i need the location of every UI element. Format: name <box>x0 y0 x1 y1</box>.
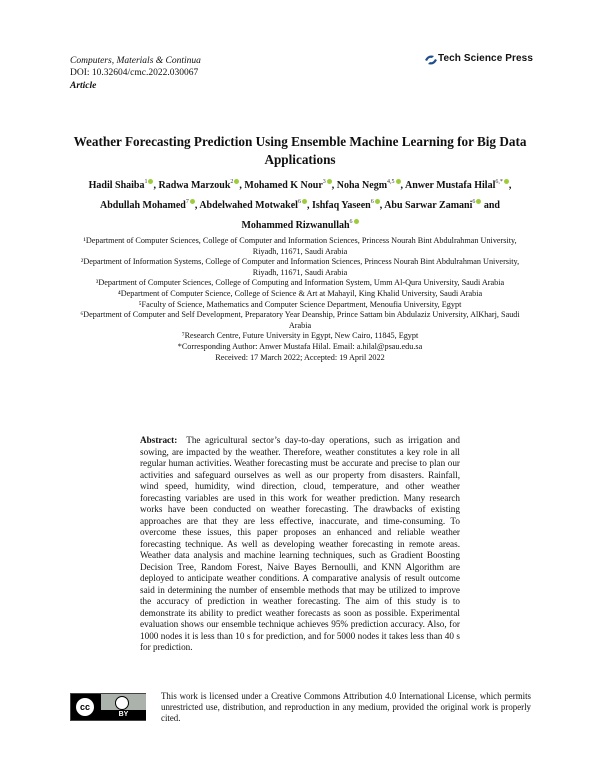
abstract <box>140 435 460 654</box>
article-type: Article <box>70 81 97 91</box>
orcid-icon[interactable] <box>302 199 307 204</box>
author-affil-mark: 6 <box>297 199 301 205</box>
orcid-icon[interactable] <box>190 199 195 204</box>
author-name: Hadil Shaiba <box>88 180 145 191</box>
publisher-logo-block <box>416 53 536 67</box>
doi[interactable]: DOI: 10.32604/cmc.2022.030067 <box>70 68 199 78</box>
affiliation-3: ³Department of Computer Sciences, College of Computing and Information System, Umm Al-Qura University, Saudi Arabia <box>95 278 505 288</box>
author-name: Mohammed Rizwanullah <box>241 220 350 231</box>
received-accepted-dates: Received: 17 March 2022; Accepted: 19 April 2022 <box>215 352 385 362</box>
author-name: Abdullah Mohamed <box>100 200 186 211</box>
author-list: Hadil Shaiba$^1$ , Radwa Marzouk$^2$ , Mohamed K Nour$^3$ , Noha Negm$^{4,5}$ , Anwer Mustafa Hilal$^{6,*}$ , Abdullah Mohamed$^7$ , Abdelwahed Motwakel$^6$ , Ishfaq Yaseen$^6$ , Abu Sarwar Zamani$^6$ and Mohammed Rizwanullah$^6$ <box>88 179 512 231</box>
author-affil-mark: 6 <box>472 199 476 205</box>
and-word: and <box>483 200 500 211</box>
affiliation-5: ⁵Faculty of Science, Mathematics and Computer Science Department, Menoufia University, Egypt <box>138 299 462 309</box>
license-text: This work is licensed under a Creative Commons Attribution 4.0 International License, which permits unrestricted use, distribution, and reproduction in any medium, provided the original work is properly cited. <box>161 691 531 724</box>
affiliation-4: ⁴Department of Computer Science, College of Science & Art at Mahayil, King Khalid University, Saudi Arabia <box>117 288 483 298</box>
author-affil-mark: 6 <box>349 219 353 225</box>
author-affil-mark: 6,* <box>495 179 503 185</box>
author-affil-mark: 4,5 <box>387 179 395 185</box>
by-panel <box>101 694 146 720</box>
affiliation-6: ⁶Department of Computer and Self Development, Preparatory Year Deanship, Prince Sattam bin Abdulaziz University, AlKharj, Saudi Arabia <box>80 310 520 330</box>
author-name: Noha Negm <box>336 180 388 191</box>
author-affil-mark: 3 <box>322 179 326 185</box>
affiliation-1: ¹Department of Computer Sciences, College of Computer and Information Sciences, Princess Nourah Bint Abdulrahman University, Riyadh, 11671, Saudi Arabia <box>83 236 517 256</box>
author-name: Abdelwahed Motwakel <box>199 200 298 211</box>
orcid-icon[interactable] <box>504 179 509 184</box>
author-name: Anwer Mustafa Hilal <box>405 180 496 191</box>
author-affil-mark: 7 <box>185 199 189 205</box>
abstract-label: Abstract: <box>140 435 178 445</box>
orcid-icon[interactable] <box>375 199 380 204</box>
corresponding-author: *Corresponding Author: Anwer Mustafa Hilal. Email: a.hilal@psau.edu.sa <box>177 341 423 351</box>
orcid-icon[interactable] <box>396 179 401 184</box>
cc-by-license-badge[interactable] <box>70 693 146 721</box>
author-name: Radwa Marzouk <box>158 180 231 191</box>
orcid-icon[interactable] <box>476 199 481 204</box>
abstract-text: The agricultural sector’s day-to-day operations, such as irrigation and sowing, are impacted by the weather. Therefore, weather constitutes a key role in all regular human activities. Weather forecasting must be accurate and precise to plan our activities and safeguard ourselves as well as our property from disasters. Rainfall, wind speed, humidity, wind direction, cloud, temperature, and other weather forecasting variables are used in this work for weather prediction. Many research works have been conducted on weather forecasting. The drawbacks of existing approaches are that they are less effective, inaccurate, and time-consuming. To overcome these issues, this paper proposes an enhanced and reliable weather forecasting technique. As well as developing weather forecasting in remote areas. Weather data analysis and machine learning techniques, such as Gradient Boosting Decision Tree, Random Forest, Naive Bayes Bernoulli, and KNN Algorithm are deployed to anticipate weather conditions. A comparative analysis of result outcome said in determining the number of ensemble methods that may be utilized to improve the accuracy of prediction in weather forecasting. The aim of this study is to demonstrate its ability to predict weather forecasts as soon as possible. Experimental evaluation shows our ensemble technique achieves 95% prediction accuracy. Also, for 1000 nodes it is less than 10 s for prediction, and for 5000 nodes it takes less than 40 s for prediction. <box>140 435 460 652</box>
journal-name: Computers, Materials & Continua <box>70 56 201 66</box>
orcid-icon[interactable] <box>234 179 239 184</box>
orcid-icon[interactable] <box>354 219 359 224</box>
author-name: Ishfaq Yaseen <box>311 200 371 211</box>
paper-title: Weather Forecasting Prediction Using Ensemble Machine Learning for Big Data Applications <box>73 134 527 167</box>
affiliation-7: ⁷Research Centre, Future University in Egypt, New Cairo, 11845, Egypt <box>181 331 419 341</box>
author-affil-mark: 2 <box>230 179 234 185</box>
affiliation-2: ²Department of Information Systems, College of Computer and Information Sciences, Princess Nourah Bint Abdulrahman University, Riyadh, 11671, Saudi Arabia <box>80 257 520 277</box>
orcid-icon[interactable] <box>327 179 332 184</box>
attribution-person-icon <box>115 696 129 710</box>
author-name: Mohamed K Nour <box>244 180 323 191</box>
author-name: Abu Sarwar Zamani <box>384 200 473 211</box>
affiliations <box>70 236 530 363</box>
cc-icon: cc <box>74 696 96 718</box>
by-label: BY <box>101 710 146 720</box>
orcid-icon[interactable] <box>148 179 153 184</box>
publisher-name: Tech Science Press <box>438 53 534 64</box>
author-affil-mark: 6 <box>370 199 374 205</box>
author-affil-mark: 1 <box>144 179 148 185</box>
publisher-logo-icon <box>424 54 438 66</box>
